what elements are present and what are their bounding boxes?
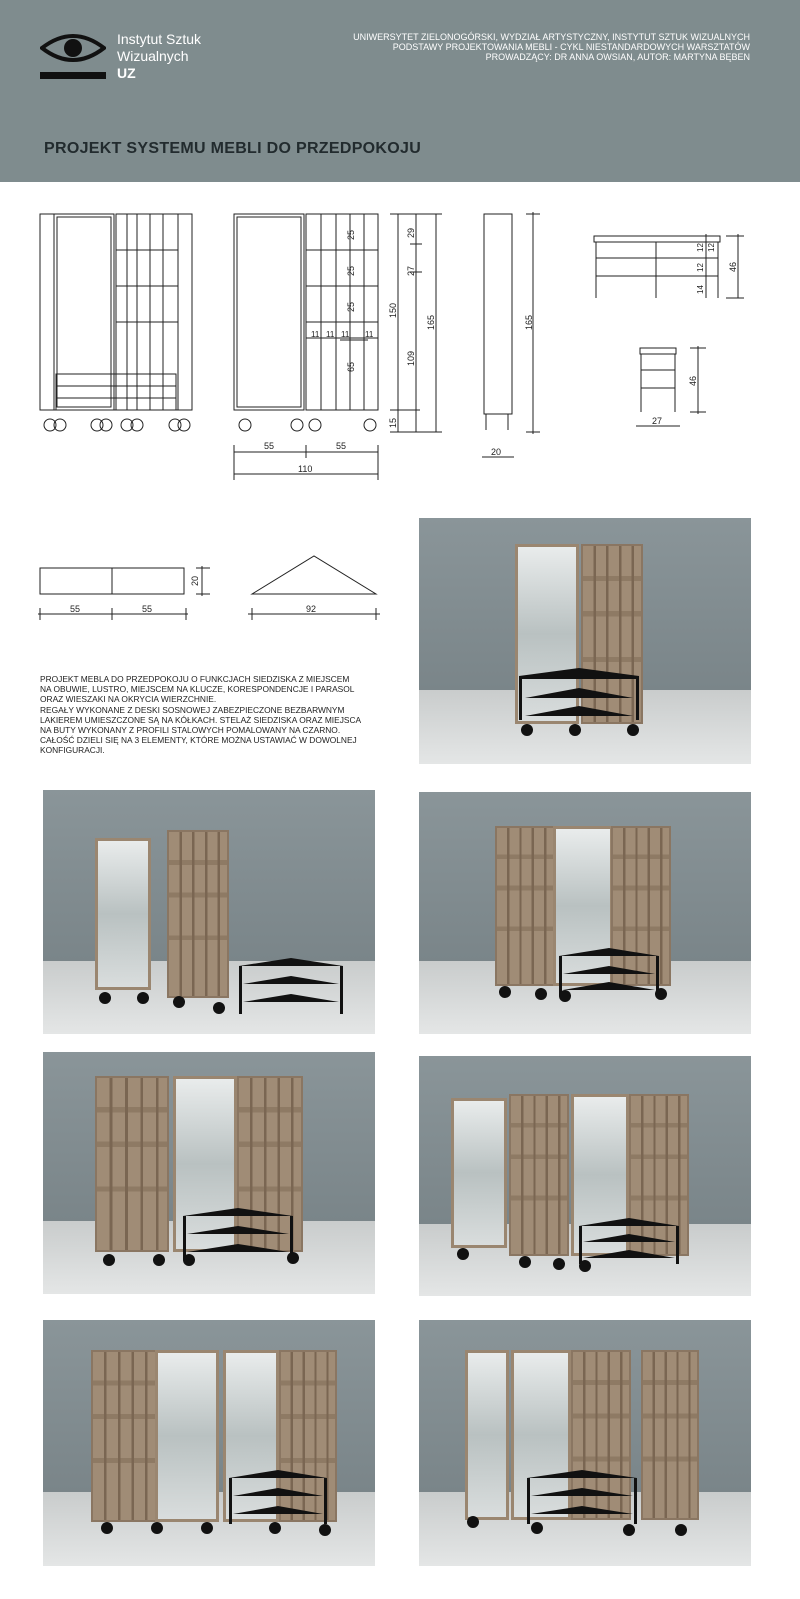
dim-side-depth: 20 — [491, 447, 502, 457]
bench-front-view — [594, 234, 744, 298]
dim-bench-side-height: 46 — [688, 375, 698, 386]
dim-shelf-spacing: 65 — [346, 361, 356, 372]
mirror-panel — [465, 1350, 509, 1520]
logo-line-3: UZ — [117, 65, 136, 81]
steel-bench — [579, 1218, 679, 1266]
dim-shelf-spacing: 25 — [346, 301, 356, 312]
dim-plan-depth: 20 — [190, 575, 200, 586]
dim-bench-gap: 14 — [696, 285, 705, 294]
dim-column-width: 11 — [365, 330, 374, 339]
shelf-unit — [167, 830, 229, 998]
dim-front-width-left: 55 — [264, 441, 275, 451]
dim-mirror-height: 150 — [388, 302, 398, 318]
eye-logo-icon — [40, 30, 106, 82]
description-line: NA BUTY WYKONANY Z PROFILI STALOWYCH POMALOWANY NA CZARNO. — [40, 725, 341, 736]
institute-name — [117, 31, 201, 82]
steel-bench — [229, 1470, 327, 1524]
logo-line-2: Wizualnych — [117, 48, 189, 64]
side-view — [482, 212, 540, 457]
course-credits — [330, 32, 750, 62]
description-line: ORAZ WIESZAKI NA OKRYCIA WIERZCHNIE. — [40, 694, 217, 705]
front-view-assembled — [40, 214, 192, 431]
description-line: NA OBUWIE, LUSTRO, MIEJSCEM NA KLUCZE, KORESPONDENCJE I PARASOL — [40, 684, 355, 695]
dim-triangle-width: 92 — [306, 604, 317, 614]
steel-bench — [519, 668, 639, 728]
dim-bottom-gap: 15 — [388, 417, 398, 428]
mirror-panel — [95, 838, 151, 990]
dim-column-width: 11 — [341, 330, 350, 339]
steel-bench — [527, 1470, 637, 1524]
render-image — [419, 792, 751, 1034]
dim-bench-height: 46 — [728, 261, 738, 272]
render-image — [43, 1052, 375, 1294]
dim-side-height: 165 — [524, 314, 534, 330]
dim-shelf-spacing: 25 — [346, 229, 356, 240]
credit-line: UNIWERSYTET ZIELONOGÓRSKI, WYDZIAŁ ARTYSTYCZNY, INSTYTUT SZTUK WIZUALNYCH — [353, 32, 750, 42]
dim-bench-gap: 12 — [696, 243, 705, 252]
plan-view-rectangles — [38, 566, 210, 620]
dim-total-height: 165 — [426, 314, 436, 330]
render-image — [419, 1056, 751, 1296]
render-image — [419, 518, 751, 764]
description-line: KONFIGURACJI. — [40, 745, 105, 756]
logo-line-1: Instytut Sztuk — [117, 31, 202, 47]
dim-plan-width-left: 55 — [70, 604, 81, 614]
description-line: REGAŁY WYKONANE Z DESKI SOSNOWEJ ZABEZPIECZONE BEZBARWNYM — [40, 704, 345, 715]
dim-height-section: 29 — [406, 227, 416, 238]
shelf-unit — [509, 1094, 569, 1256]
steel-bench — [183, 1208, 293, 1260]
dim-plan-width-right: 55 — [142, 604, 153, 614]
dim-column-width: 11 — [311, 330, 320, 339]
dim-bench-gap: 12 — [707, 243, 716, 252]
dim-height-section: 109 — [406, 350, 416, 366]
mirror-panel — [155, 1350, 219, 1522]
header-band — [0, 0, 800, 182]
shelf-unit — [641, 1350, 699, 1520]
shelf-unit — [91, 1350, 157, 1522]
shelf-unit — [95, 1076, 169, 1252]
credit-line: PODSTAWY PROJEKTOWANIA MEBLI - CYKL NIESTANDARDOWYCH WARSZTATÓW — [392, 42, 750, 52]
credit-line: PROWADZĄCY: DR ANNA OWSIAN, AUTOR: MARTYNA BĘBEN — [485, 52, 750, 62]
render-image — [43, 1320, 375, 1566]
steel-bench — [559, 948, 659, 998]
shelf-unit — [495, 826, 555, 986]
project-description — [40, 674, 380, 756]
description-line: LAKIEREM UMIESZCZONE SĄ NA KÓŁKACH. STELAŻ SIEDZISKA ORAZ MIEJSCA — [40, 714, 362, 725]
dim-bench-side-depth: 27 — [652, 416, 663, 426]
page-title: PROJEKT SYSTEMU MEBLI DO PRZEDPOKOJU — [44, 140, 422, 157]
dim-height-section: 27 — [406, 265, 416, 276]
render-image — [43, 790, 375, 1034]
dim-front-width-right: 55 — [336, 441, 347, 451]
dim-shelf-spacing: 25 — [346, 265, 356, 276]
dim-bench-gap: 12 — [696, 263, 705, 272]
steel-bench — [239, 958, 343, 1014]
description-line: PROJEKT MEBLA DO PRZEDPOKOJU O FUNKCJACH SIEDZISKA Z MIEJSCEM — [40, 674, 350, 684]
dim-column-width: 11 — [326, 330, 335, 339]
render-image — [419, 1320, 751, 1566]
description-line: CAŁOŚĆ DZIELI SIĘ NA 3 ELEMENTY, KTÓRE MOŻNA USTAWIAĆ W DOWOLNEJ — [40, 735, 357, 746]
dim-front-width-total: 110 — [298, 464, 313, 474]
mirror-panel — [451, 1098, 507, 1248]
